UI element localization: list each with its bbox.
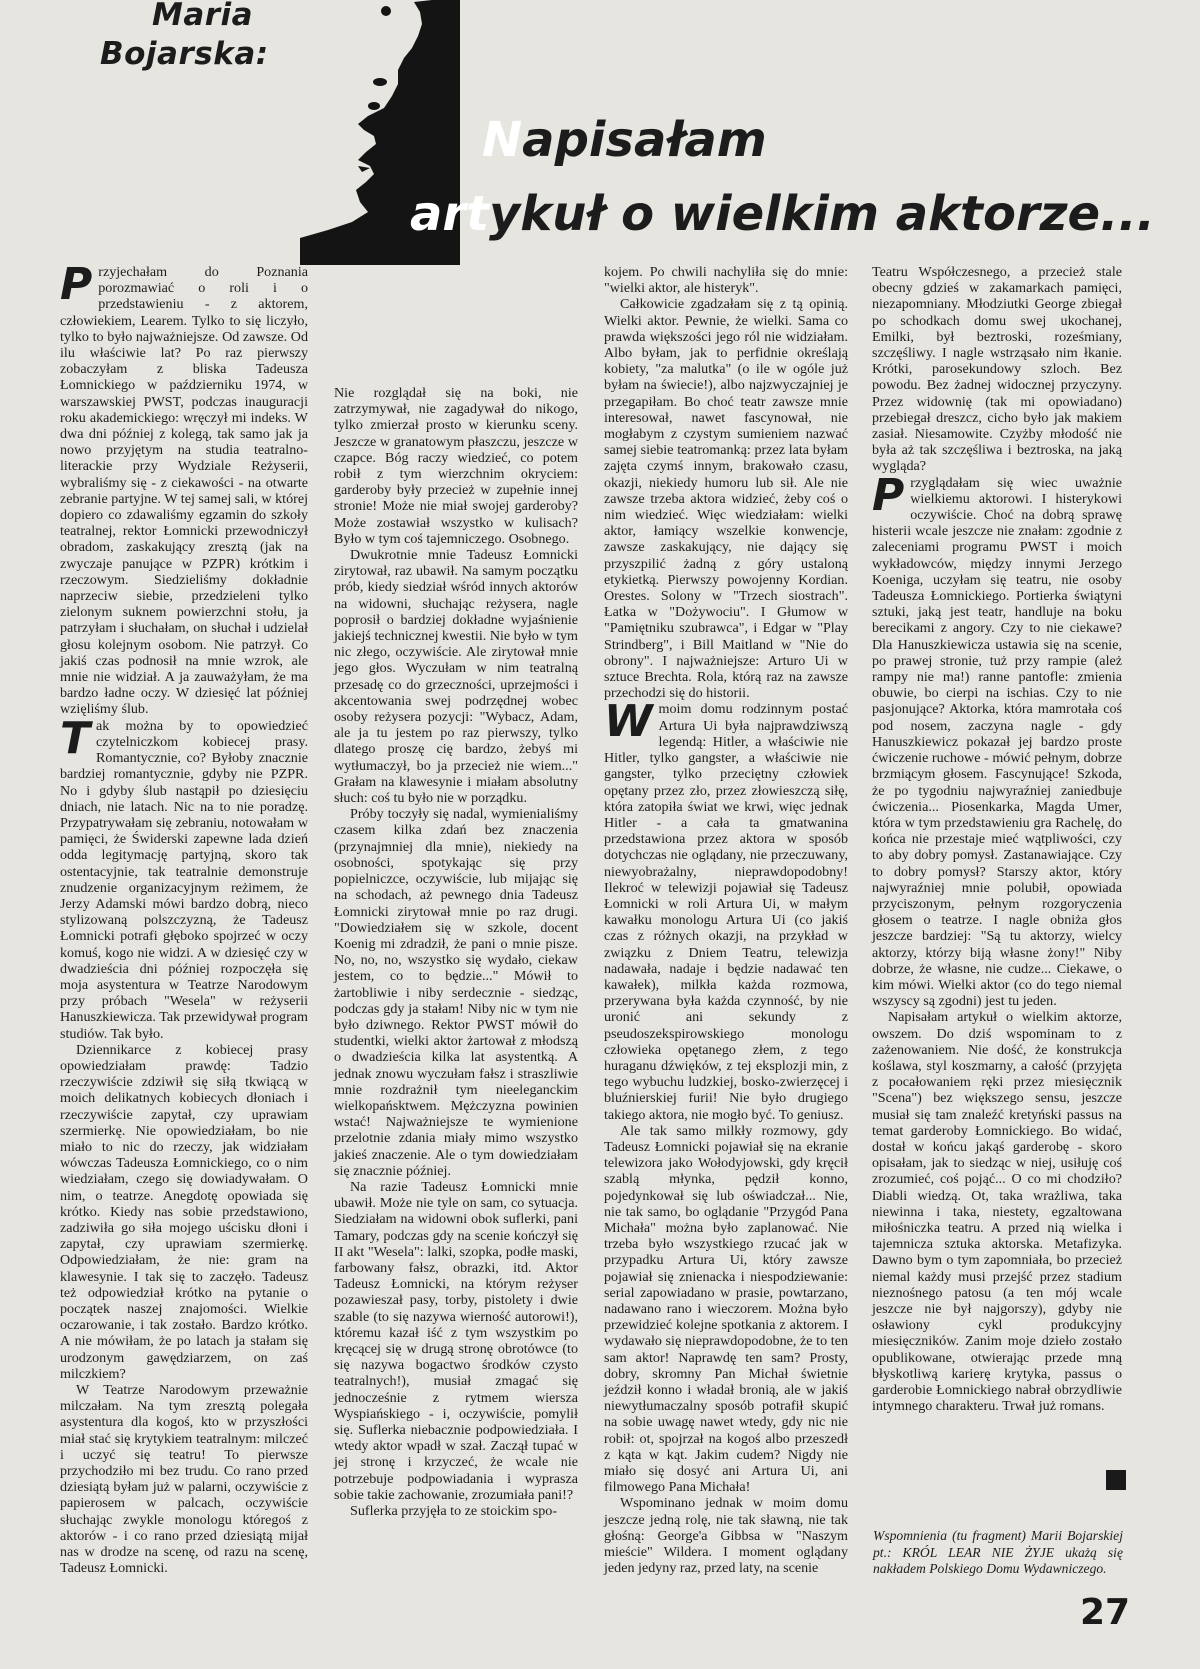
paragraph: kojem. Po chwili nachyliła się do mnie: "wielki aktor, ale histeryk". [604, 264, 848, 297]
author-first-name: Maria [152, 0, 254, 33]
title-line-2-inverted-part: art [410, 186, 490, 242]
paragraph: Całkowicie zgadzałam się z tą opinią. Wielki aktor. Pewnie, że wielki. Sama co prawda większości jego ról nie widziałam. Albo byłam, jak to perfidnie określają kobiety, "za malutka" (o ile w ogóle już byłam na świecie!), albo najzwyczajniej je przegapiłam. Bo choć teatr zawsze mnie interesował, nawet fascynował, nie mogłabym z czystym sumieniem nazwać samej siebie teatromanką: przez lata byłam zajęta czymś innym, brakowało czasu, okazji, niekiedy humoru lub sił. Ale nie zawsze trzeba aktora widzieć, żeby coś o nim wiedzieć. Więc wiedziałam: wielki aktor, łamiący wszelkie konwencje, zawsze zaskakujący, nie dający się przyszpilić żadną z góry ustaloną etykietką. Pierwszy powojenny Kordian. Orestes. Solony w "Trzech siostrach". Łatka w "Dożywociu". I Głumow w "Pamiętniku szubrawca", i Edgar w "Play Strindberg", i Bill Maitland w "Nie do obrony". I najważniejsze: Arturo Ui w sztuce Brechta. Rola, którą raz na zawsze przechodzi się do historii. [604, 296, 848, 702]
paragraph: Suflerka przyjęła to ze stoickim spo- [350, 1503, 558, 1520]
paragraph: Tak można by to opowiedzieć czytelniczkom kobiecej prasy. Romantycznie, co? Byłoby znacznie bardziej romantycznie, gdyby nie PZPR. No i gdyby ślub nastąpił po dziesięciu dniach, nie latach. Nic na to nie poradzę. Przypatrywałam się zebraniu, notowałam w pamięci, że Świderski zapewne lada dzień odda legitymację partyjną, skoro tak ostentacyjnie, tak teatralnie demonstruje znudzenie organizacyjnym reżimem, że Jerzy Adamski mówi bardzo dobrą, nieco stylizowaną polszczyzną, że Tadeusz Łomnicki potrafi głęboko spojrzeć w oczy komuś, kogo nie widzi. A w dziesięć czy w dwadzieścia dni później rozpoczęła się moja asystentura w Teatrze Narodowym przy próbach "Wesela" w reżyserii Hanuszkiewicza. Tak przewidywał program studiów. Tak było. [60, 712, 308, 1042]
paragraph: Wspominano jednak w moim domu jeszcze jedną rolę, nie tak sławną, nie tak głośną: George'a Gibbsa w "Naszym mieście" Wildera. I moment oglądany jeden jedyny raz, przed laty, na scenie [604, 1495, 848, 1577]
text-column-2 [334, 385, 578, 1519]
title-initial-letter: N [482, 112, 523, 168]
paragraph: Dziennikarce z kobiecej prasy opowiedziałam prawdę: Tadzio rzeczywiście zdziwił się siłą tkwiącą w moich delikatnych kobiecych dłoniach i rzeczywiście zapytał, czy uprawiam szermierkę. Nie opowiedziałam, bo nie miało to nic do rzeczy, jak widziałam wówczas Tadeusza Łomnickiego, co o nim wiedziałam, czego się dowiadywałam. O nim, o teatrze. Anegdotę opowiada się krótko. Kiedy nas sobie przedstawiono, zadziwiła go siła mojego uścisku dłoni i zapytał, czy uprawiam szermierkę. Odpowiedziałam, że nie: gram na klawesynie. I tak się to zaczęło. Tadeusz też odpowiedział krótko na pytanie o początek naszej znajomości. Wielkie oczarowanie, i tak zostało. Bardzo krótko. A nie mówiłam, że po latach ja stałam się urodzonym gawędziarzem, on zaś milczkiem? [60, 1041, 308, 1382]
paragraph: Przyglądałam się wiec uważnie wielkiemu aktorowi. I histerykowi oczywiście. Choć na dobrą sprawę histerii wcale jeszcze nie znałam: zgodnie z zaleceniami programu PWST i moich wykładowców, między innymi Jerzego Koeniga, uczyłam się teatru, nie osoby Tadeusza Łomnickiego. Portierka świątyni sztuki, jaką jest teatr, handluje na boku berecikami z angory. Czy to nie ciekawe? Dla Hanuszkiewicza ustawia się na scenie, po prawej stronie, tuż przy rampie (ależ rampy nie ma!) ranne pantofle: zmienia obuwie, bo cierpi na ischias. Czy to nie pasjonujące? Aktorka, która mamrotała coś pod nosem, zaczyna nagle - gdy Hanuszkiewicz pokazał jej bardzo proste ćwiczenie ruchowe - mówić pełnym, dobrze brzmiącym głosem. Fascynujące! Szkoda, że po tygodniu najwyraźniej zaniedbuje ćwiczenia... Piosenkarka, Magda Umer, która w tym przedstawieniu gra Rachelę, do końca nie przestaje mieć wątpliwości, czy to aby dobry pomysł. Zastanawiające. Czy to dobry pomysł? Starszy aktor, który najwyraźniej mnie polubił, opowiada przyciszonym, pełnym rozgoryczenia głosem o teatrze. I nagle obniża głos jeszcze bardziej: "Są tu aktorzy, wielcy aktorzy, którzy biją własne żony!" Niby dobrze, że własne, nie cudze... Ciekawe, o kim mówi. Wielki aktor (co do tego niemal wszyscy są zgodni) jest tu jeden. [872, 469, 1122, 1010]
source-note: Wspomnienia (tu fragment) Marii Bojarskiej pt.: KRÓL LEAR NIE ŻYJE ukażą się nakładem Polskiego Domu Wydawniczego. [873, 1528, 1123, 1576]
article-title-line-2 [410, 186, 1155, 242]
author-name [100, 0, 300, 74]
title-line-1-text: apisałam [522, 112, 767, 168]
paragraph: Teatru Współczesnego, a przecież stale obecny gdzieś w zakamarkach pamięci, niezapomniany. Młodziutki George zbiegał po schodkach domu swej ukochanej, Emilki, był beztroski, roześmiany, szczęśliwy. I nagle wstrząsało nim łkanie. Krótki, parosekundowy szloch. Bez powodu. Bez żadnej widocznej przyczyny. Przez widownię (tak mi opowiadano) przebiegał dreszcz, cicho było jak makiem zasiał. Niesamowite. Czyżby młodość nie była aż tak szczęśliwa i beztroska, na jaką wygląda? [872, 264, 1122, 475]
author-last-name: Bojarska: [100, 36, 269, 72]
paragraph: W Teatrze Narodowym przeważnie milczałam. Na tym zresztą polegała asystentura dla kogoś, kto w przyszłości miał stać się krytykiem teatralnym: milczeć i uczyć się teatru! To pierwsze przychodziło mi bez trudu. Co rano przed dziesiątą byłam już w palarni, oczywiście z papierosem w palcach, oczywiście słuchając zwykle monologu któregoś z aktorów - i co rano przed dziesiątą mijał nas w drodze na scenę, od razu na scenę, Tadeusz Łomnicki. [60, 1382, 308, 1577]
paragraph: Przyjechałam do Poznania porozmawiać o roli i o przedstawieniu - z aktorem, człowiekiem, Learem. Tylko to się liczyło, tylko to było najważniejsze. Od zawsze. Od ilu właściwie lat? Po raz pierwszy zobaczyłam z bliska Tadeusza Łomnickiego w październiku 1974, w warszawskiej PWST, podczas inauguracji roku akademickiego: wręczył mi indeks. W dwa dni później z kolegą, tak samo jak ja nowo przyjętym na studia teatralno-literackie przy Wydziale Reżyserii, wybraliśmy się - z ciekawości - na otwarte zebranie partyjne. W tej samej sali, w której dopiero co zdawaliśmy egzamin do szkoły teatralnej, rektor Łomnicki przewodniczył obradom, zaskakujący zresztą (jak na zwyczaje panujące w PZPR) krótkim i rzeczowym. Siedzieliśmy dokładnie naprzeciw siebie, przedzieleni tylko zielonym suknem powierzchni stołu, ja patrzyłam i słuchałam, on słuchał i udzielał głosu kolejnym osobom. Nie patrzył. Co jakiś czas podnosił na mnie wzrok, ale mnie nie widział. A ja zauważyłam, że ma bardzo ładne oczy. W dziesięć lat później wzięliśmy ślub. [60, 259, 308, 718]
text-column-1 [60, 259, 308, 1577]
paragraph: Wmoim domu rodzinnym postać Artura Ui była najprawdziwszą legendą: Hitler, a właściwie nie Hitler, tylko gangster, a właściwie nie gangster, tylko przeciętny człowiek opętany przez zło, przez złowieszczą siłę, która zatopiła świat we krwi, więc jednak Hitler - a cała ta gmatwanina przedstawiona przez aktora w sposób dotychczas nie oglądany, nie przeczuwany, niewyobrażalny, nieprawdopodobny! Ilekroć w telewizji pojawiał się Tadeusz Łomnicki w roli Artura Ui, w małym kawałku monologu Artura Ui (co jakiś czas z różnych okazji, na przykład w związku z Dniem Teatru, telewizja nadawała, nadaje i będzie nadawać ten kawałek), milkła każda rozmowa, przerywana była każda czynność, by nie uronić ani sekundy z pseudoszekspirowskiego monologu człowieka opętanego złem, z tego huraganu dźwięków, z tej eksplozji min, z tego wybuchu ludzkiej, bosko-zwierzęcej i bluźnierskiej furii! Nie było drugiego takiego aktora, nie mogło być. To geniusz. [604, 696, 848, 1123]
paragraph: Dwukrotnie mnie Tadeusz Łomnicki zirytował, raz ubawił. Na samym początku prób, kiedy siedział wśród innych aktorów na widowni, słuchając reżysera, nagle poprosił o bardziej dokładne wyjaśnienie jakiejś technicznej kwestii. Nie było w tym nic złego, oczywiście. Ale zirytował mnie jego głos. Wyczułam w nim teatralną przesadę co do grzeczności, uprzejmości i akcentowania swej podrzędnej wobec osoby reżysera pozycji: "Wybacz, Adam, ale ja tu jestem po raz pierwszy, tylko dlatego proszę cię bardzo, żebyś mi wytłumaczył, bo ja przecież nie wiem..." Grałam na klawesynie i miałam absolutny słuch: coś tu było nie w porządku. [334, 547, 578, 807]
page-number: 27 [1080, 1592, 1131, 1633]
text-column-4 [872, 264, 1122, 1414]
paragraph: Ale tak samo milkły rozmowy, gdy Tadeusz Łomnicki pojawiał się na ekranie telewizora jako Wołodyjowski, gdy kręcił szablą młynka, pędził konno, pojedynkował się lub oświadczał... Nie, nie tak samo, bo oglądanie "Przygód Pana Michała" można było zaplanować. Nie trzeba było wszystkiego rzucać jak w przypadku Artura Ui, który zawsze pojawiał się znienacka i niespodziewanie: serial zapowiadano w prasie, powtarzano, nadawano rano i wieczorem. Można było przewidzieć kolejne spotkania z aktorem. I wydawało się nieprawdopodobne, że to ten sam aktor! Naprawdę ten sam? Prosty, dobry, skromny Pan Michał świetnie jeździł konno i władał bronią, ale w jakiś niewytłumaczalny sposób potrafił skupić na sobie uwagę nawet wtedy, gdy nic nie robił: ot, spojrzał na kogoś albo przeszedł z kąta w kąt. Jakim cudem? Nigdy nie miało się dosyć ani Artura Ui, ani filmowego Pana Michała! [604, 1122, 848, 1496]
paragraph: Napisałam artykuł o wielkim aktorze, owszem. Do dziś wspominam to z zażenowaniem. Nie dość, że konstrukcja koślawa, styl koszmarny, a całość (przyjęta z pocałowaniem ręki przez miesięcznik "Scena") bez większego sensu, jeszcze musiał się tam znaleźć kretyński passus na temat garderoby Łomnickiego. Bo widać, dostał w końcu jakąś garderobę - skoro opisałam, jak to siedząc w niej, usiłuję coś zrozumieć, coś pojąć... O co mi chodziło? Diabli wiedzą. Ot, taka wrażliwa, taka niewinna i taka, niestety, egzaltowana miłośniczka teatru. A przed nią wielka i tajemnicza sztuka aktorska. Metafizyka. Dawno bym o tym zapomniała, bo przecież niemal każdy musi przejść przez stadium nieznośnego patosu (a ten mój wcale jeszcze nie był najgorszy), gdyby nie osławiony cykl produkcyjny miesięczników. Zanim moje dzieło zostało opublikowane, otwierając przede mną błyskotliwą karierę krytyka, passus o garderobie Łomnickiego nabrał obrzydliwie intymnego charakteru. Trwał już romans. [872, 1009, 1122, 1415]
paragraph: Na razie Tadeusz Łomnicki mnie ubawił. Może nie tyle on sam, co sytuacja. Siedziałam na widowni obok suflerki, pani Tamary, podczas gdy na scenie kończył się II akt "Wesela": lalki, szopka, podłe maski, farbowany fałsz, obrazki, itd. Aktor Tadeusz Łomnicki, na którym reżyser pozawieszał pasy, torby, pistolety i dwie szable (to się nazywa wierność autorowi!), któremu kazał iść z tym wszystkim po kręcącej się w drugą stronę obrotówce (to się nazywa bogactwo środków czysto teatralnych!), musiał zmagać się jednocześnie z rytmem wiersza Wyspiańskiego - i, oczywiście, pomylił się. Suflerka niebacznie podpowiedziała. I wtedy aktor wpadł w szał. Zaczął tupać w jej stronę i krzyczeć, że wcale nie potrzebuje podpowiadania i wypraszа sobie takie zachowanie, zrozumiała pani!? [334, 1178, 578, 1503]
title-line-2-text: ykuł o wielkim aktorze... [489, 186, 1155, 242]
article-title-line-1 [482, 112, 767, 168]
end-of-article-square [1106, 1470, 1126, 1490]
paragraph: Próby toczyły się nadal, wymienialiśmy czasem kilka zdań bez znaczenia (przynajmniej dla mnie), niekiedy na osobności, spotykając się przy popielniczce, oczywiście, lub mijając się na schodach, aż pewnego dnia Tadeusz Łomnicki zirytował mnie po raz drugi. "Dowiedziałem się w szkole, docent Koenig mi zdradził, że pani o mnie pisze. No, no, no, wszystko się wydało, ciekaw jestem, co to będzie..." Mówił to żartobliwie i niby serdecznie - siedząc, podczas gdy ja stałam! Niby nic w tym nie było dziwnego. Rektor PWST mówił do studentki, wielki aktor żartował z młodszą o dwadzieścia kilka lat asystentką. A jednak znowu wyczułam fałsz i straszliwie mnie rozdrażnił tym nieeleganckim wielkopańsktwem. Mężczyzna powinien wstać! Najważniejsze te wymienione przelotnie zdania miały mimo wszystko jakieś znaczenie. Ale o tym dowiedziałam się znacznie później. [334, 806, 578, 1179]
text-column-3 [604, 264, 848, 1576]
paragraph: Nie rozglądał się na boki, nie zatrzymywał, nie zagadywał do nikogo, tylko zmierzał prosto w kierunku sceny. Jeszcze w granatowym płaszczu, jeszcze w czapce. Bóg raczy wiedzieć, co potem robił z tym wierzchnim okryciem: garderoby były przecież w zupełnie innej stronie! Może nie miał swojej garderoby? Może zostawiał wszystko w kulisach? Było w tym coś tajemniczego. Osobnego. [334, 385, 578, 547]
